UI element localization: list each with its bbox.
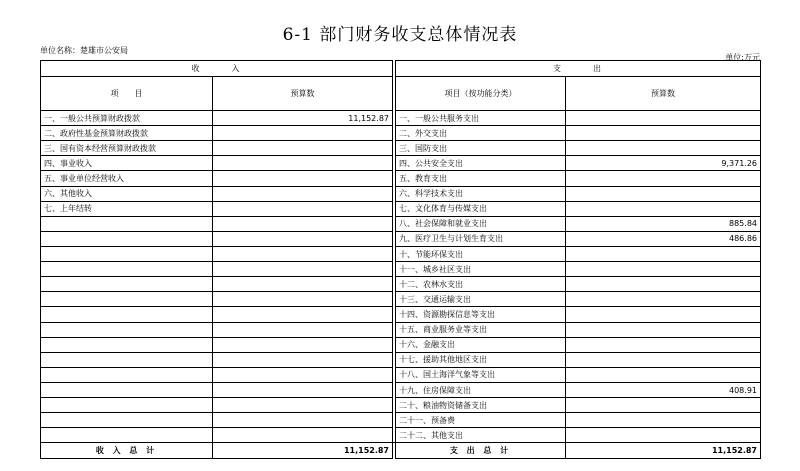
income-total-value: 11,152.87 (213, 443, 393, 458)
expense-value (566, 246, 761, 261)
expense-value (566, 292, 761, 307)
item-header: 项 目 (41, 77, 213, 111)
expense-item: 十二、农林水支出 (396, 277, 566, 292)
income-value (213, 231, 393, 246)
income-header: 收 入 (41, 61, 393, 77)
expense-value (566, 322, 761, 337)
expense-value: 885.84 (566, 216, 761, 231)
unit-name: 单位名称：楚雄市公安局 (40, 46, 128, 55)
expense-value (566, 428, 761, 443)
income-value (213, 216, 393, 231)
income-value (213, 156, 393, 171)
expense-total-label: 支 出 总 计 (396, 443, 566, 458)
expense-item: 二十、粮油物资储备支出 (396, 398, 566, 413)
expense-value: 408.91 (566, 382, 761, 397)
expense-item: 六、科学技术支出 (396, 186, 566, 201)
income-item (41, 216, 213, 231)
currency-unit: 单位:万元 (725, 53, 760, 62)
expense-item: 七、文化体育与传媒支出 (396, 201, 566, 216)
expense-value (566, 307, 761, 322)
table-row (41, 186, 761, 201)
expense-header: 支 出 (396, 61, 761, 77)
expense-value: 486.86 (566, 231, 761, 246)
table-row (41, 292, 761, 307)
table-row (41, 216, 761, 231)
expense-item: 十、节能环保支出 (396, 246, 566, 261)
income-value (213, 141, 393, 156)
income-value (213, 413, 393, 428)
income-item: 四、事业收入 (41, 156, 213, 171)
income-value (213, 262, 393, 277)
income-item (41, 262, 213, 277)
budget-header-right: 预算数 (566, 77, 761, 111)
expense-item: 十八、国土海洋气象等支出 (396, 367, 566, 382)
income-value (213, 246, 393, 261)
expense-value (566, 367, 761, 382)
table-row (41, 428, 761, 443)
table-row (41, 126, 761, 141)
income-value (213, 428, 393, 443)
income-item (41, 428, 213, 443)
expense-value (566, 186, 761, 201)
income-item: 一、一般公共预算财政拨款 (41, 111, 213, 126)
income-value (213, 201, 393, 216)
income-value (213, 126, 393, 141)
expense-item: 十五、商业服务业等支出 (396, 322, 566, 337)
income-item (41, 337, 213, 352)
income-value (213, 367, 393, 382)
income-item: 二、政府性基金预算财政拨款 (41, 126, 213, 141)
table-row (41, 398, 761, 413)
income-item (41, 292, 213, 307)
table-row (41, 277, 761, 292)
expense-value (566, 398, 761, 413)
table-header-row (41, 61, 761, 77)
table-row (41, 322, 761, 337)
income-item (41, 322, 213, 337)
expense-item: 八、社会保障和就业支出 (396, 216, 566, 231)
table-row (41, 262, 761, 277)
table-row (41, 171, 761, 186)
budget-header-left: 预算数 (213, 77, 393, 111)
income-item: 七、上年结转 (41, 201, 213, 216)
income-value (213, 277, 393, 292)
income-item (41, 413, 213, 428)
income-value (213, 307, 393, 322)
income-value (213, 382, 393, 397)
expense-item: 十六、金融支出 (396, 337, 566, 352)
expense-item: 二十二、其他支出 (396, 428, 566, 443)
expense-item: 一、一般公共服务支出 (396, 111, 566, 126)
income-item: 六、其他收入 (41, 186, 213, 201)
expense-value (566, 352, 761, 367)
expense-item: 十一、城乡社区支出 (396, 262, 566, 277)
expense-item: 二、外交支出 (396, 126, 566, 141)
income-item (41, 352, 213, 367)
income-total-label: 收 入 总 计 (41, 443, 213, 458)
expense-item: 三、国防支出 (396, 141, 566, 156)
expense-value (566, 413, 761, 428)
expense-item: 五、教育支出 (396, 171, 566, 186)
expense-value (566, 277, 761, 292)
income-value (213, 398, 393, 413)
expense-item: 十九、住房保障支出 (396, 382, 566, 397)
income-value (213, 292, 393, 307)
expense-value (566, 111, 761, 126)
income-item: 三、国有资本经营预算财政拨款 (41, 141, 213, 156)
income-item (41, 246, 213, 261)
table-row (41, 367, 761, 382)
table-row (41, 156, 761, 171)
expense-value: 9,371.26 (566, 156, 761, 171)
expense-value (566, 337, 761, 352)
income-item (41, 277, 213, 292)
income-value (213, 352, 393, 367)
expense-item: 十四、资源勘探信息等支出 (396, 307, 566, 322)
table-row (41, 231, 761, 246)
expense-value (566, 141, 761, 156)
expense-item: 二十一、预备费 (396, 413, 566, 428)
income-item (41, 231, 213, 246)
table-subheader-row (41, 77, 761, 111)
finance-table (40, 60, 761, 459)
income-value (213, 171, 393, 186)
expense-item: 四、公共安全支出 (396, 156, 566, 171)
income-item (41, 398, 213, 413)
expense-value (566, 262, 761, 277)
table-row (41, 352, 761, 367)
income-value (213, 337, 393, 352)
page-title: 6-1 部门财务收支总体情况表 (282, 25, 518, 45)
expense-value (566, 171, 761, 186)
item-func-header: 项目（按功能分类） (396, 77, 566, 111)
total-row (41, 443, 761, 458)
income-value: 11,152.87 (213, 111, 393, 126)
expense-value (566, 126, 761, 141)
income-item: 五、事业单位经营收入 (41, 171, 213, 186)
table-row (41, 307, 761, 322)
income-item (41, 307, 213, 322)
income-value (213, 186, 393, 201)
income-item (41, 382, 213, 397)
table-row (41, 246, 761, 261)
expense-item: 十三、交通运输支出 (396, 292, 566, 307)
expense-value (566, 201, 761, 216)
table-row (41, 201, 761, 216)
expense-item: 十七、援助其他地区支出 (396, 352, 566, 367)
income-value (213, 322, 393, 337)
expense-total-value: 11,152.87 (566, 443, 761, 458)
expense-item: 九、医疗卫生与计划生育支出 (396, 231, 566, 246)
table-row (41, 141, 761, 156)
table-row (41, 382, 761, 397)
table-row (41, 413, 761, 428)
table-row (41, 111, 761, 126)
table-row (41, 337, 761, 352)
income-item (41, 367, 213, 382)
